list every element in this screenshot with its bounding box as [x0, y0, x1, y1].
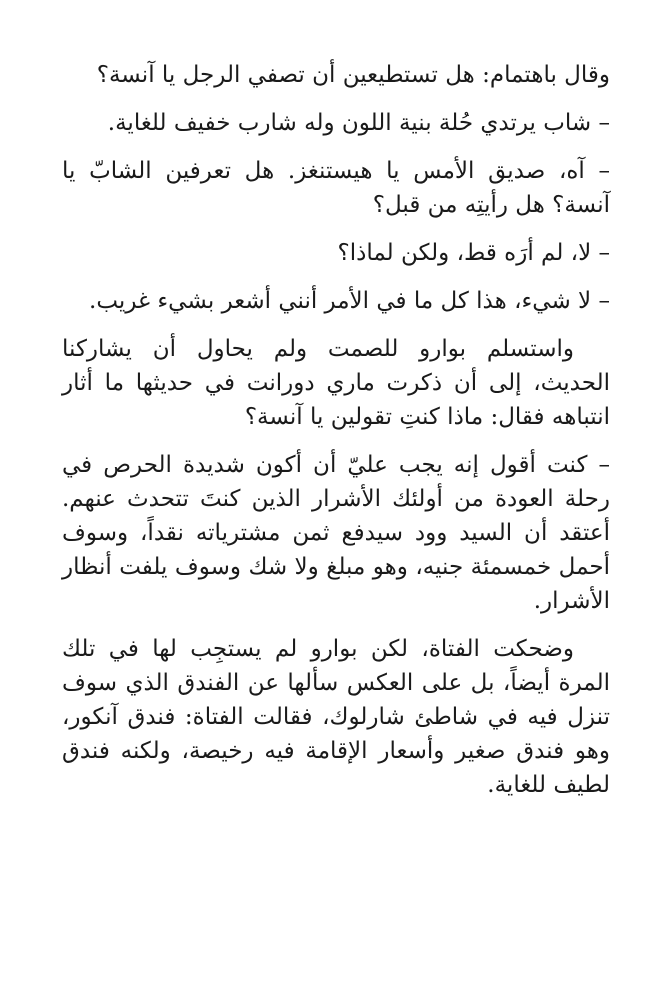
- paragraph-poirot-silence: واستسلم بوارو للصمت ولم يحاول أن يشاركنا الحديث، إلى أن ذكرت ماري دورانت في حديثها ما أثار انتباهه فقال: ماذا كنتِ تقولين يا آنسة؟: [62, 336, 610, 430]
- paragraph-careful-return: – كنت أقول إنه يجب عليّ أن أكون شديدة الحرص في رحلة العودة من أولئك الأشرار الذين كنتَ تتحدث عنهم. أعتقد أن السيد وود سيدفع ثمن مشترياته نقداً، وسوف أحمل خمسمئة جنيه، وهو مبلغ ولا شك وسوف يلفت أنظار الأشرار.: [62, 452, 610, 614]
- paragraph-description: – شاب يرتدي حُلة بنية اللون وله شارب خفيف للغاية.: [107, 110, 610, 136]
- paragraph-hotel: وضحكت الفتاة، لكن بوارو لم يستجِب لها في تلك المرة أيضاً، بل على العكس سألها عن الفندق الذي سوف تنزل فيه في شاطئ شارلوك، فقالت الفتاة: فندق آنكور، وهو فندق صغير وأسعار الإقامة فيه رخيصة، ولكنه فندق لطيف للغاية.: [62, 636, 610, 798]
- paragraph-strange-feeling: – لا شيء، هذا كل ما في الأمر أنني أشعر بشيء غريب.: [89, 288, 610, 314]
- paragraph-poirot-question: وقال باهتمام: هل تستطيعين أن تصفي الرجل يا آنسة؟: [96, 62, 610, 88]
- paragraph-never-seen: – لا، لم أرَه قط، ولكن لماذا؟: [337, 240, 610, 266]
- book-page: [62, 58, 610, 802]
- paragraph-friend-yesterday: – آه، صديق الأمس يا هيستنغز. هل تعرفين الشابّ يا آنسة؟ هل رأيتِه من قبل؟: [62, 158, 610, 218]
